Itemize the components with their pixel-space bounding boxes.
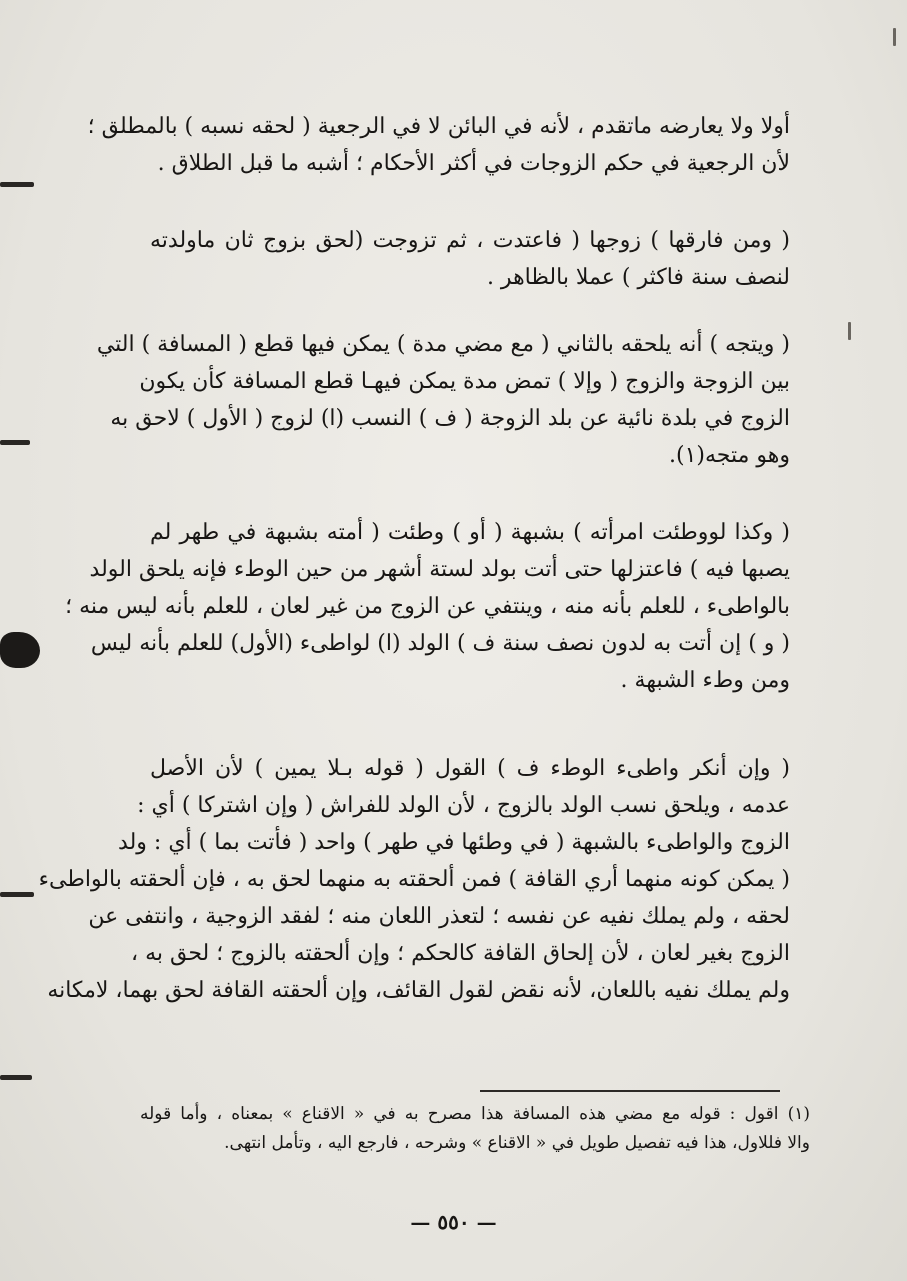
page-number: — ٥٥٠ —: [410, 1210, 497, 1234]
text-line: أولا ولا يعارضه ماتقدم ، لأنه في البائن لا في الرجعية ( لحقه نسبه ) بالمطلق ؛: [87, 114, 790, 139]
paragraph-1: [87, 108, 790, 182]
text-line: بين الزوجة والزوج ( وإلا ) تمض مدة يمكن فيهـا قطع المسافة كأن يكون: [139, 369, 790, 394]
text-line: بالواطىء ، للعلم بأنه منه ، وينتفي عن الزوج من غير لعان ، للعلم بأنه ليس منه ؛: [65, 594, 790, 619]
paragraph-4: [65, 514, 790, 699]
edge-mark: [0, 440, 30, 445]
footnote-line: والا فللاول، هذا فيه تفصيل طويل في « الاقناع » وشرحه ، فارجع اليه ، وتأمل انتهى.: [224, 1133, 810, 1153]
edge-mark: [0, 892, 34, 897]
text-line: الزوج في بلدة نائية عن بلد الزوجة ( ف ) النسب (ا) لزوج ( الأول ) لاحق به: [110, 406, 790, 431]
text-line: الزوج والواطىء بالشبهة ( في وطئها في طهر ) واحد ( فأتت بما ) أي : ولد: [118, 830, 790, 855]
paragraph-5: [38, 750, 790, 1009]
text-line: عدمه ، ويلحق نسب الولد بالزوج ، لأن الولد للفراش ( وإن اشتركا ) أي :: [137, 793, 790, 818]
text-line: ( يمكن كونه منهما أري القافة ) فمن ألحقته به منهما لحق به ، فإن ألحقته بالواطىء: [38, 867, 790, 892]
edge-tick: [893, 28, 896, 46]
paragraph-3: [96, 326, 790, 474]
footnote-line: (١) اقول : قوله مع مضي هذه المسافة هذا مصرح به في « الاقناع » بمعناه ، وأما قوله: [140, 1104, 810, 1124]
edge-mark: [0, 1075, 32, 1080]
edge-mark: [0, 182, 34, 187]
text-line: ( وكذا لووطئت امرأته ) بشبهة ( أو ) وطئت ( أمته بشبهة في طهر لم: [150, 520, 790, 545]
footnote-block: [140, 1100, 810, 1158]
footnote-divider: [480, 1090, 780, 1092]
text-line: يصبها فيه ) فاعتزلها حتى أتت بولد لستة أشهر من حين الوطء فإنه يلحق الولد: [89, 557, 790, 582]
text-line: الزوج بغير لعان ، لأن إلحاق القافة كالحكم ؛ وإن ألحقته بالزوج ؛ لحق به ،: [130, 941, 790, 966]
text-line: لأن الرجعية في حكم الزوجات في أكثر الأحكام ؛ أشبه ما قبل الطلاق .: [157, 151, 790, 176]
text-line: ومن وطء الشبهة .: [620, 668, 790, 693]
text-line: لحقه ، ولم يملك نفيه عن نفسه ؛ لتعذر اللعان منه ؛ لفقد الزوجية ، وانتفى عن: [88, 904, 790, 929]
text-line: لنصف سنة فاكثر ) عملا بالظاهر .: [486, 265, 790, 290]
text-line: ( ومن فارقها ) زوجها ( فاعتدت ، ثم تزوجت (لحق بزوج ثان ماولدته: [150, 228, 790, 253]
text-line: وهو متجه(١).: [669, 443, 790, 468]
edge-blot: [0, 632, 40, 668]
paragraph-2: [150, 222, 790, 296]
text-line: ( وإن أنكر واطىء الوطء ف ) القول ( قوله بـلا يمين ) لأن الأصل: [150, 756, 790, 781]
text-line: ( ويتجه ) أنه يلحقه بالثاني ( مع مضي مدة ) يمكن فيها قطع ( المسافة ) التي: [96, 332, 790, 357]
text-line: ( و ) إن أتت به لدون نصف سنة ف ) الولد (ا) لواطىء (الأول) للعلم بأنه ليس: [90, 631, 790, 656]
edge-tick: [848, 322, 851, 340]
text-line: ولم يملك نفيه باللعان، لأنه نقض لقول القائف، وإن ألحقته القافة لحق بهما، لامكانه: [47, 978, 790, 1003]
